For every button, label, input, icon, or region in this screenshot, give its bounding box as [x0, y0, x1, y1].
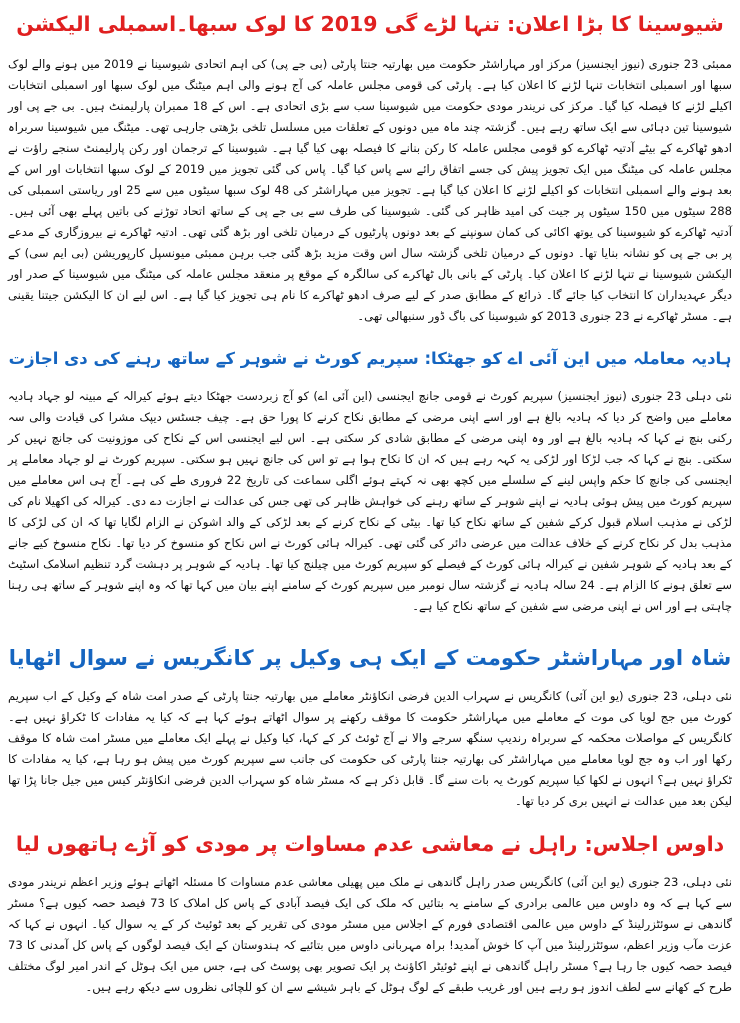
article-body: نئی دہلی، 23 جنوری (یو این آئی) کانگریس نے سہراب الدین فرضی انکاؤنٹر معاملے میں بھارتیہ جنتا پارٹی کے صدر امت شاہ کے وکیل کے اب سپریم کورٹ میں جج لویا کی موت کے معاملے میں مہاراشٹر حکومت کا موقف رکھنے پر سوال اٹھاتے ہوئے کہا ہے کہ کیا یہ مفادات کا ٹکراؤ نہیں ہے۔ کانگریس کے مواصلات محکمہ کے سربراہ رندیپ سنگھ سرجے والا نے آج ٹوئٹ کر کے کہا، کیا وکیل نے پہلے ایک معاملے میں مسٹر امت شاہ کا موقف رکھا اور اب وہ جج لویا معاملے میں مہاراشٹر کی بھارتیہ جنتا پارٹی کی حکومت کی جانب سے سپریم کورٹ میں پیش ہو رہا ہے، کیا یہ مفادات کا ٹکراؤ نہیں ہے؟ انہوں نے لکھا کیا سپریم کورٹ یہ بات سنے گا۔ قابل ذکر ہے کہ مسٹر شاہ کو سہراب الدین فرضی انکاؤنٹر کیس میں جیل جانا پڑا تھا لیکن بعد میں عدالت نے انہیں بری کر دیا تھا۔ — [8, 689, 733, 808]
article-headline: شاہ اور مہاراشٹر حکومت کے ایک ہی وکیل پر کانگریس نے سوال اٹھایا — [8, 646, 732, 670]
article-headline: داوس اجلاس: راہل نے معاشی عدم مساوات پر مودی کو آڑے ہاتھوں لیا — [15, 832, 725, 856]
article-hadiya-case — [8, 338, 732, 617]
article-body: ممبئی 23 جنوری (نیوز ایجنسیز) مرکز اور مہاراشٹر حکومت میں بھارتیہ جنتا پارٹی (بی جے پی) کی اہم اتحادی شیوسینا نے 2019 میں ہونے والے لوک سبھا اور اسمبلی انتخابات تنہا لڑنے کا اعلان کیا ہے۔ پارٹی کی قومی مجلس عاملہ کی آج ہونے والی اہم میٹنگ میں لوک سبھا اور اسمبلی انتخابات اکیلے لڑنے کا فیصلہ کیا گیا۔ مرکز کی نریندر مودی حکومت میں شیوسینا سب سے بڑی اتحادی ہے۔ اس کے 18 ممبران پارلیمنٹ ہیں۔ بی جے پی اور شیوسینا تین دہائی سے ایک ساتھ رہے ہیں۔ گزشتہ چند ماہ میں دونوں کے تعلقات میں مسلسل تلخی بڑھتی جارہی تھی۔ میٹنگ میں شیوسینا سربراہ ادھو ٹھاکرے کے بیٹے آدتیہ ٹھاکرے کو قومی مجلس عاملہ کا رکن بنانے کا فیصلہ بھی کیا گیا ہے۔ شیوسینا کے ترجمان اور رکن پارلیمنٹ سنجے راؤت نے مجلس عاملہ کی میٹنگ میں ایک تجویز پیش کی جسے اتفاق رائے سے پاس کیا گیا۔ پاس کی گئی تجویز میں 2019 کے لوک سبھا انتخابات اور اس کے بعد ہونے والے اسمبلی انتخابات کو اکیلے لڑنے کا اعلان کیا گیا ہے۔ تجویز میں مہاراشٹر کی 48 لوک سبھا سیٹوں میں سے 25 اور ریاستی اسمبلی کی 288 سیٹوں میں 150 سیٹوں پر جیت کی امید ظاہر کی گئی۔ شیوسینا کی طرف سے بی جے پی کے ساتھ اتحاد توڑنے کی باتیں پہلے بھی آئی ہیں۔ آدتیہ ٹھاکرے کو شیوسینا کی یوتھ اکائی کی کمان سونپنے کے بعد دونوں پارٹیوں کے درمیان تلخی اور بڑھ گئی تھی۔ ادتیہ ٹھاکرے نے بیروزگاری کے مدعے پر بی جے پی کو نشانہ بنایا تھا۔ دونوں کے درمیان تلخی گزشتہ سال اس وقت مزید بڑھ گئی جب برہن ممبئی میونسپل کارپوریشن (بی ایم سی) کے الیکشن شیوسینا نے تنہا لڑنے کا اعلان کیا۔ پارٹی کے بانی بال ٹھاکرے کی سالگرہ کے موقع پر منعقد مجلس عاملہ کی میٹنگ میں شیوسینا کے صدر اور دیگر عہدیداران کا انتخاب کیا جائے گا۔ ذرائع کے مطابق صدر کے لیے صرف ادھو ٹھاکرے کا نام ہی تجویز کیا گیا ہے۔ اس لیے ان کا الیکشن جیتنا یقینی ہے۔ مسٹر ٹھاکرے نے 23 جنوری 2013 کو شیوسینا کی باگ ڈور سنبھالی تھی۔ — [8, 57, 733, 323]
article-headline: ہادیہ معاملہ میں این آئی اے کو جھٹکا: سپریم کورٹ نے شوہر کے ساتھ رہنے کی دی اجازت — [8, 349, 732, 368]
article-davos-rahul — [8, 822, 732, 998]
article-body: نئی دہلی 23 جنوری (نیوز ایجنسیز) سپریم کورٹ نے قومی جانچ ایجنسی (این آئی اے) کو آج زبردست جھٹکا دیتے ہوئے کیرالہ کے مبینہ لو جہاد ہادیہ معاملے میں واضح کر دیا کہ ہادیہ بالغ ہے اور اسے اپنی مرضی کے مطابق نکاح کرنے کا پورا حق ہے۔ چیف جسٹس دیپک مشرا کی قیادت والی سہ رکنی بنچ نے کہا کہ ہادیہ بالغ ہے اور وہ اپنی مرضی کے مطابق شادی کر سکتی ہے۔ اس لیے ایجنسی اس کے نکاح کی موزونیت کی جانچ نہیں کر سکتی۔ بنچ نے کہا کہ جب لڑکا اور لڑکی یہ کہہ رہے ہیں کہ ان کا نکاح ہوا ہے تو اس کی جانچ نہیں ہو سکتی۔ سپریم کورٹ نے لو جہاد معاملے پر ایجنسی کی جانچ کا حکم واپس لینے کے سلسلے میں کچھ بھی نہ کہتے ہوئے اگلی سماعت کی تاریخ 22 فروری طے کی ہے۔ آج ہی اس معاملے میں سپریم کورٹ میں پیش ہوئی ہادیہ نے اپنے شوہر کے ساتھ رہنے کی خواہش ظاہر کی تھی جس کی عدالت نے اجازت دے دی۔ کیرالہ کی اکھیلا نام کی لڑکی نے مذہب اسلام قبول کرکے شفین کے ساتھ نکاح کیا تھا۔ بیٹی کے نکاح کرنے کے بعد لڑکی کے والد اشوکن نے الزام لگایا تھا کہ ان کی لڑکی کا مذہب بدل کر نکاح کرنے کے خلاف عدالت میں عرضی دائر کی گئی تھی۔ کیرالہ ہائی کورٹ نے اس نکاح کو منسوخ کر دیا تھا۔ نکاح منسوخ کیے جانے کے بعد ہادیہ کے شوہر شفین نے کیرالہ ہائی کورٹ کے فیصلے کو سپریم کورٹ میں چیلنج کیا تھا۔ ہادیہ کے شوہر پر دہشت گرد تنظیم اسلامک اسٹیٹ سے تعلق ہونے کا الزام ہے۔ 24 سالہ ہادیہ نے گزشتہ سال نومبر میں سپریم کورٹ کے سامنے اپنے بیان میں کہا تھا کہ وہ اپنے شوہر کے ساتھ ہی رہنا چاہتی ہے اور اس نے اپنی مرضی سے شفین کے ساتھ نکاح کیا ہے۔ — [8, 389, 733, 613]
article-shah-lawyer — [8, 636, 732, 812]
article-body: نئی دہلی، 23 جنوری (یو این آئی) کانگریس صدر راہل گاندھی نے ملک میں پھیلی معاشی عدم مساوات کا مسئلہ اٹھاتے ہوئے وزیر اعظم نریندر مودی سے کہا ہے کہ وہ داوس میں عالمی برادری کے سامنے یہ بتائیں کہ ملک کی ایک فیصد آبادی کے پاس کل املاک کا 73 فیصد حصہ کیوں ہے؟ مسٹر گاندھی نے سوئٹزرلینڈ کے داوس میں عالمی اقتصادی فورم کے اجلاس میں مسٹر مودی کی تقریر کے بعد ٹوئیٹ کر کے یہ سوال کیا۔ انہوں نے کہا کہ عزت مآب وزیر اعظم، سوئٹزرلینڈ میں آپ کا خوش آمدید! براہ مہربانی داوس میں بتائیے کہ ہندوستان کے ایک فیصد لوگوں کے پاس کل آمدنی کا 73 فیصد حصہ کیوں جا رہا ہے؟ مسٹر راہل گاندھی نے اپنے ٹوئیٹر اکاؤنٹ پر ایک تصویر بھی پوسٹ کی ہے، جس میں ایک ہوٹل کے اندر امیر لوگ مختلف طرح کے کھانے سے لطف اندوز ہو رہے ہیں اور غریب طبقے کے لوگ ہوٹل کے باہر شیشے سے ان کو للچائی نظروں سے دیکھ رہے ہیں۔ — [8, 875, 732, 994]
article-headline: شیوسینا کا بڑا اعلان: تنہا لڑے گی 2019 کا لوک سبھا۔اسمبلی الیکشن — [16, 12, 724, 36]
article-shiv-sena — [8, 2, 732, 327]
